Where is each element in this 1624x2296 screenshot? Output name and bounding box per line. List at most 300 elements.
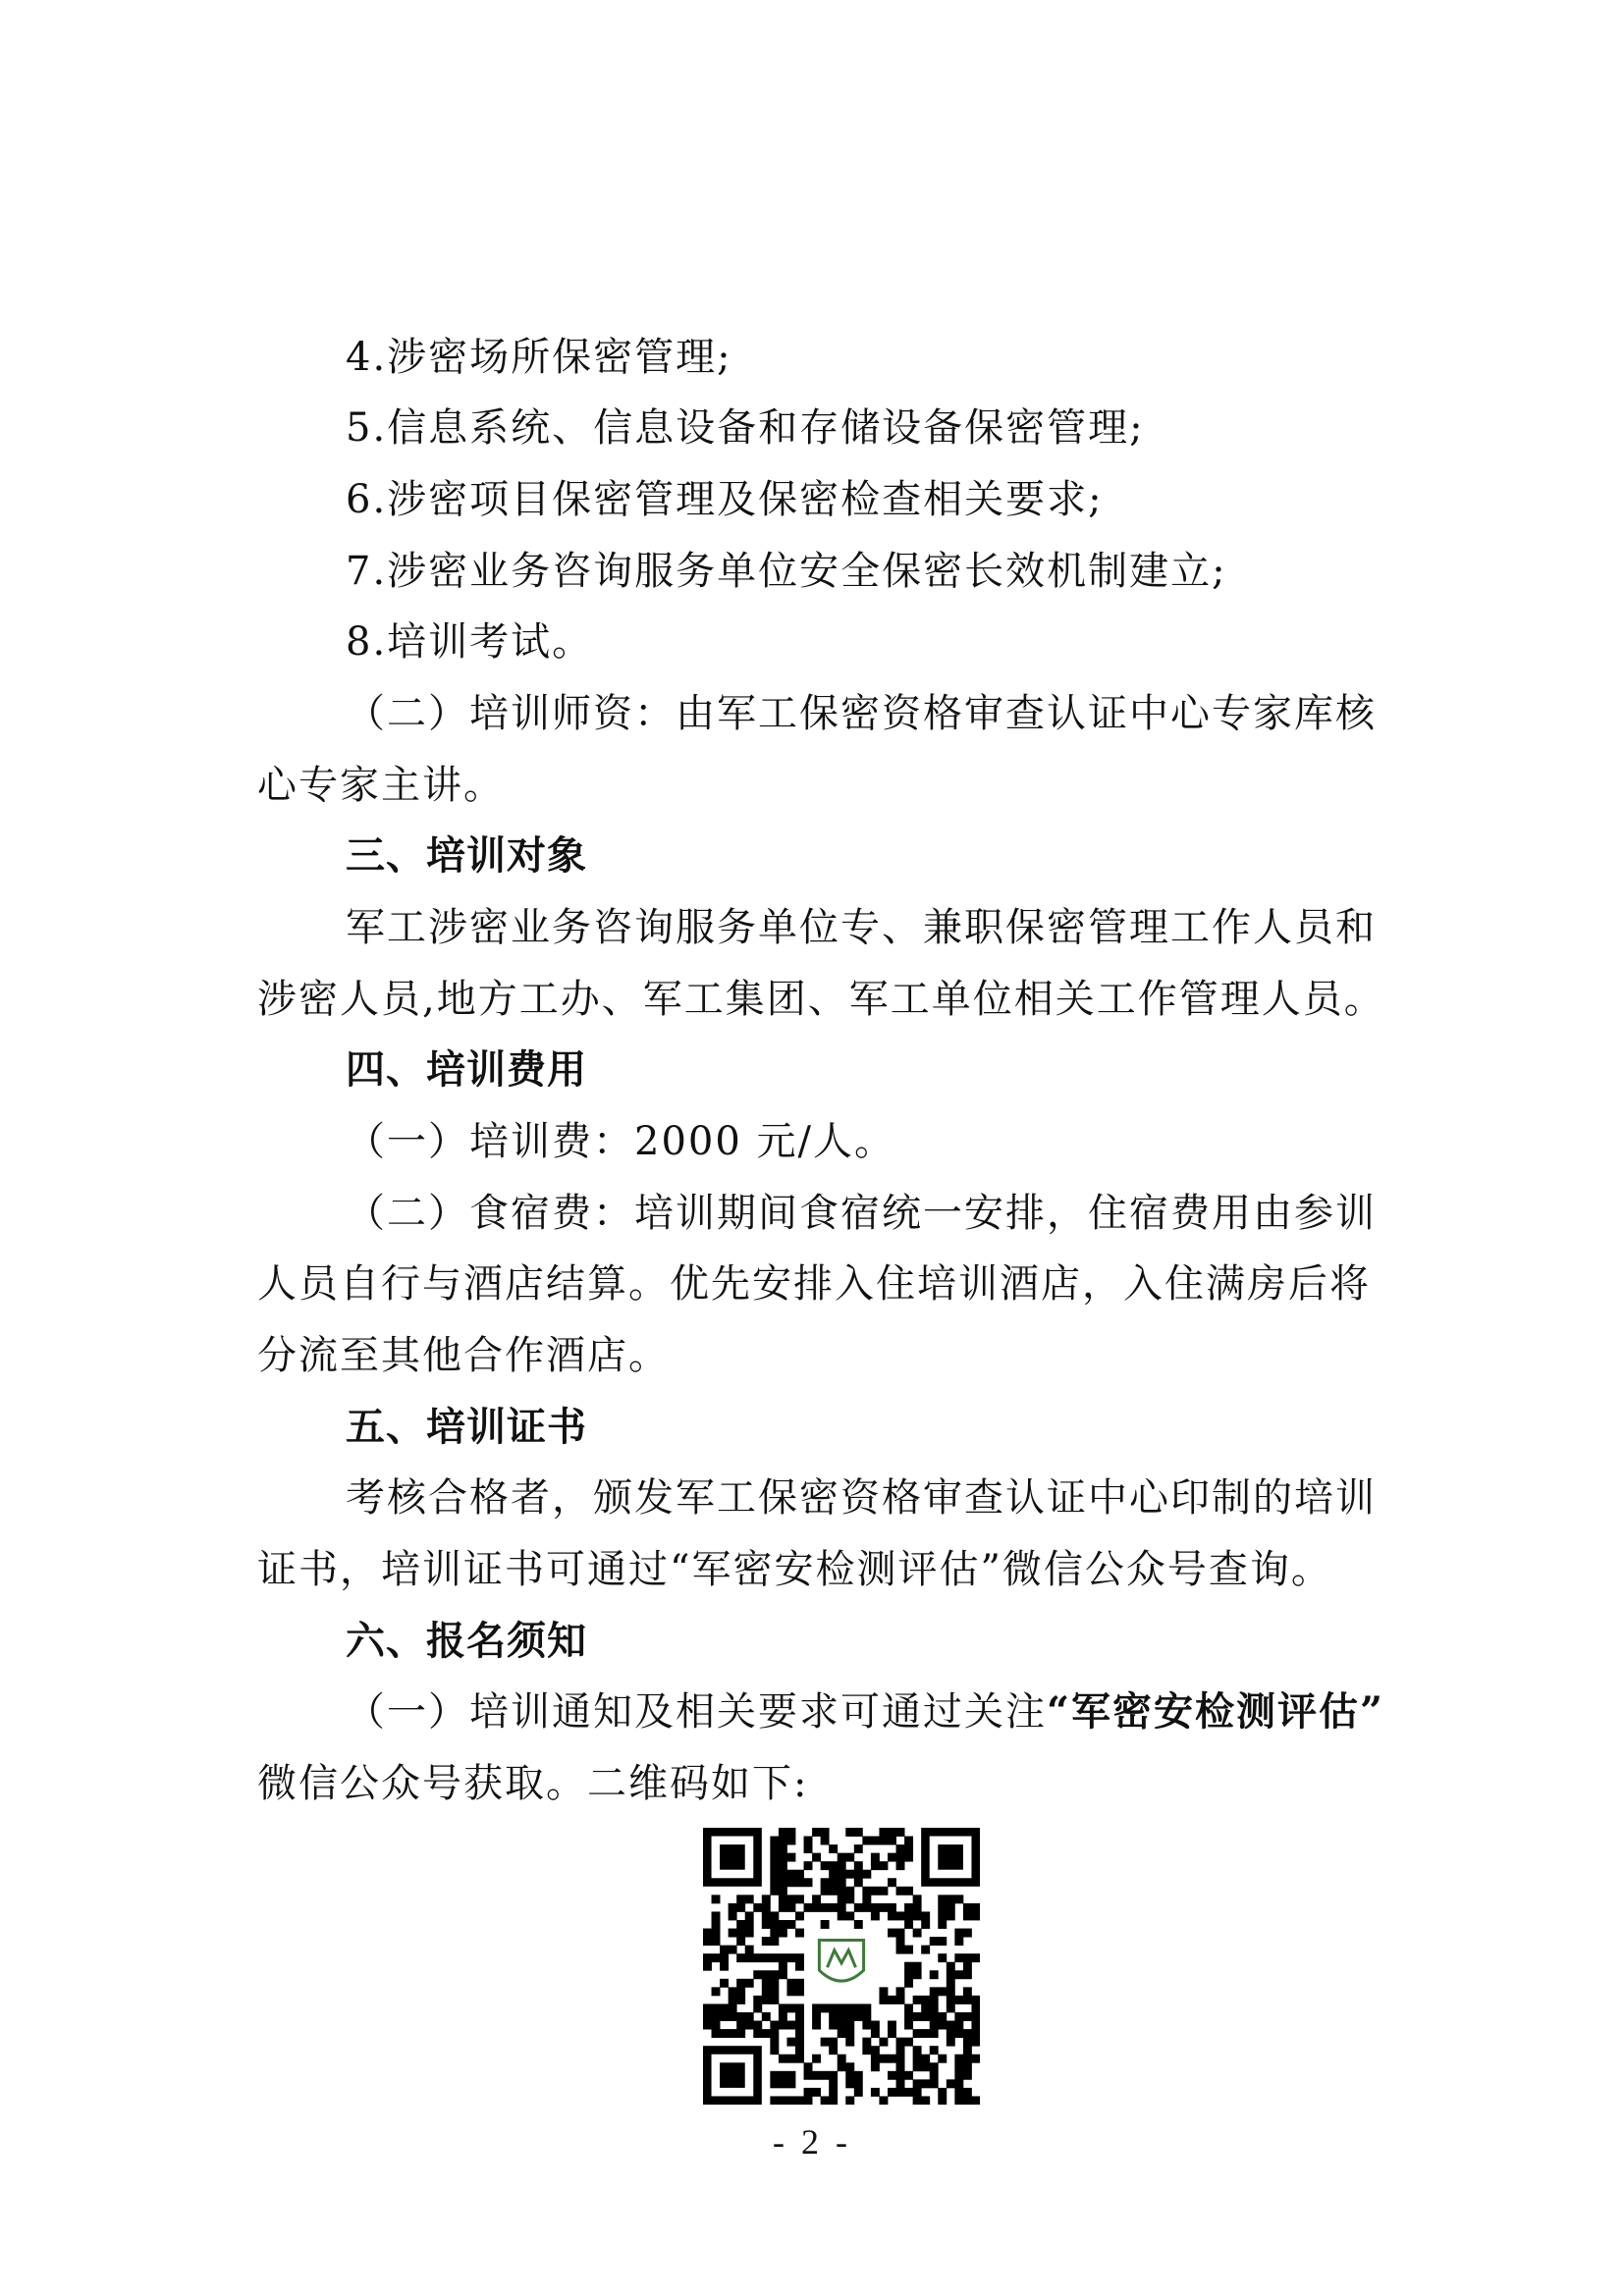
qr-module: [821, 2096, 830, 2105]
qr-module: [762, 1903, 771, 1912]
qr-module: [879, 2055, 888, 2063]
qr-module: [954, 1895, 963, 1903]
qr-module: [838, 1903, 846, 1912]
qr-module: [753, 2021, 762, 2030]
qr-module: [896, 2088, 905, 2097]
lodging-paragraph-line1: （二）食宿费：培训期间食宿统一安排，住宿费用由参训: [346, 1191, 1377, 1236]
qr-module: [838, 1853, 846, 1862]
qr-module: [854, 2003, 863, 2012]
qr-module: [770, 1920, 779, 1929]
qr-module: [770, 1870, 779, 1879]
qr-module: [954, 2088, 963, 2097]
qr-module: [862, 1870, 871, 1879]
qr-module: [779, 1903, 787, 1912]
qr-module: [745, 1920, 754, 1929]
qr-module: [795, 2096, 804, 2105]
qr-module: [879, 1903, 888, 1912]
qr-module: [938, 1987, 947, 1996]
qr-module: [795, 1929, 804, 1938]
qr-module: [804, 2096, 813, 2105]
qr-module: [947, 1979, 955, 1988]
qr-module: [904, 1946, 913, 1954]
qr-module: [845, 1828, 854, 1837]
qr-module: [971, 1953, 980, 1962]
qr-finder-inner: [938, 1844, 963, 1870]
qr-module: [904, 1920, 913, 1929]
qr-module: [786, 1853, 795, 1862]
section-heading-fees: 四、培训费用: [346, 1047, 587, 1093]
list-item-7: 7.涉密业务咨询服务单位安全保密长效机制建立;: [346, 549, 1227, 594]
qr-module: [963, 1953, 972, 1962]
qr-module: [854, 2012, 863, 2021]
qr-module: [762, 1979, 771, 1988]
qr-module: [888, 1903, 896, 1912]
qr-module: [938, 1953, 947, 1962]
qr-module: [712, 2003, 721, 2012]
qr-module: [921, 2062, 930, 2071]
qr-module: [703, 2021, 712, 2030]
qr-finder-inner: [720, 1844, 745, 1870]
qr-module: [770, 2038, 779, 2047]
qr-module: [720, 2012, 729, 2021]
qr-module: [786, 1920, 795, 1929]
qr-module: [896, 2062, 905, 2071]
qr-module: [779, 1962, 787, 1971]
qr-module: [762, 1937, 771, 1946]
qr-module: [930, 1987, 939, 1996]
qr-module: [779, 2096, 787, 2105]
qr-module: [786, 1895, 795, 1903]
qr-module: [804, 2088, 813, 2097]
qr-module: [904, 2012, 913, 2021]
qr-module: [838, 2055, 846, 2063]
qr-module: [930, 2003, 939, 2012]
qr-module: [770, 1929, 779, 1938]
qr-module: [888, 1878, 896, 1887]
qr-module: [879, 1987, 888, 1996]
qr-module: [921, 1996, 930, 2004]
qr-module: [786, 1878, 795, 1887]
list-item-4: 4.涉密场所保密管理;: [346, 335, 732, 380]
qr-module: [779, 1861, 787, 1870]
qr-module: [838, 1911, 846, 1920]
qr-module: [795, 1878, 804, 1887]
qr-module: [963, 2088, 972, 2097]
qr-module: [729, 1946, 737, 1954]
qr-module: [812, 1903, 821, 1912]
qr-module: [795, 1870, 804, 1879]
qr-module: [862, 2038, 871, 2047]
qr-module: [703, 2012, 712, 2021]
qr-module: [913, 1962, 922, 1971]
qr-module: [913, 2046, 922, 2055]
qr-module: [829, 2096, 838, 2105]
qr-module: [896, 2079, 905, 2088]
qr-module: [845, 2038, 854, 2047]
qr-module: [845, 2079, 854, 2088]
qr-module: [921, 2096, 930, 2105]
qr-module: [786, 2071, 795, 2080]
teachers-paragraph-line1: （二）培训师资：由军工保密资格审查认证中心专家库核: [346, 691, 1377, 736]
qr-module: [829, 1861, 838, 1870]
qr-module: [921, 2029, 930, 2038]
qr-module: [838, 2062, 846, 2071]
qr-module: [971, 2003, 980, 2012]
qr-module: [888, 2021, 896, 2030]
section-heading-certificate: 五、培训证书: [346, 1405, 587, 1450]
qr-module: [779, 1887, 787, 1896]
qr-module: [888, 1837, 896, 1845]
qr-module: [829, 2003, 838, 2012]
qr-module: [896, 1937, 905, 1946]
qr-module: [896, 2046, 905, 2055]
qr-code: [703, 1828, 980, 2105]
qr-module: [888, 2088, 896, 2097]
qr-module: [913, 2079, 922, 2088]
qr-module: [729, 2012, 737, 2021]
qr-module: [971, 2096, 980, 2105]
qr-module: [736, 1987, 745, 1996]
qr-module: [947, 2021, 955, 2030]
qr-module: [913, 1929, 922, 1938]
qr-module: [954, 2029, 963, 2038]
qr-module: [896, 1853, 905, 1862]
qr-module: [938, 2096, 947, 2105]
qr-module: [720, 1962, 729, 1971]
qr-module: [829, 1870, 838, 1879]
qr-module: [879, 1996, 888, 2004]
qr-module: [804, 2062, 813, 2071]
qr-module: [854, 1920, 863, 1929]
qr-module: [838, 1887, 846, 1896]
qr-module: [770, 1861, 779, 1870]
qr-module: [938, 2088, 947, 2097]
qr-module: [938, 1937, 947, 1946]
qr-module: [795, 1987, 804, 1996]
qr-module: [845, 1887, 854, 1896]
qr-module: [829, 2079, 838, 2088]
qr-module: [913, 1970, 922, 1979]
qr-module: [729, 1911, 737, 1920]
qr-module: [888, 2055, 896, 2063]
qr-module: [712, 1895, 721, 1903]
qr-module: [963, 2038, 972, 2047]
qr-module: [829, 1844, 838, 1853]
qr-module: [795, 2012, 804, 2021]
qr-module: [770, 1878, 779, 1887]
qr-module: [862, 1837, 871, 1845]
qr-module: [913, 1996, 922, 2004]
qr-module: [871, 1837, 880, 1845]
qr-finder-inner: [720, 2062, 745, 2088]
qr-module: [795, 2046, 804, 2055]
qr-module: [795, 2055, 804, 2063]
qr-module: [770, 1937, 779, 1946]
qr-module: [753, 1953, 762, 1962]
registration-text: （一）培训通知及相关要求可通过关注: [346, 1689, 1047, 1735]
qr-module: [921, 2003, 930, 2012]
qr-module: [871, 1911, 880, 1920]
qr-module: [770, 2021, 779, 2030]
qr-module: [712, 1937, 721, 1946]
qr-module: [854, 1903, 863, 1912]
qr-module: [829, 2088, 838, 2097]
qr-code-image: [703, 1828, 980, 2105]
qr-module: [812, 1828, 821, 1837]
list-item-6: 6.涉密项目保密管理及保密检查相关要求;: [346, 477, 1104, 522]
registration-paragraph-line2: 微信公众号获取。二维码如下:: [257, 1761, 809, 1806]
qr-module: [770, 2096, 779, 2105]
qr-module: [712, 1929, 721, 1938]
qr-module: [770, 1853, 779, 1862]
qr-module: [829, 2046, 838, 2055]
qr-module: [888, 2029, 896, 2038]
qr-module: [770, 2029, 779, 2038]
qr-module: [871, 2062, 880, 2071]
qr-module: [753, 2003, 762, 2012]
qr-module: [954, 1953, 963, 1962]
qr-module: [729, 2029, 737, 2038]
qr-module: [753, 1996, 762, 2004]
qr-module: [947, 2029, 955, 2038]
qr-module: [779, 1878, 787, 1887]
qr-module: [896, 1861, 905, 1870]
qr-module: [854, 2088, 863, 2097]
qr-module: [786, 2021, 795, 2030]
qr-module: [854, 1861, 863, 1870]
qr-module: [786, 1828, 795, 1837]
qr-module: [879, 1887, 888, 1896]
qr-module: [845, 1895, 854, 1903]
section-heading-trainees: 三、培训对象: [346, 833, 587, 879]
lodging-paragraph-line3: 分流至其他合作酒店。: [257, 1333, 670, 1378]
qr-module: [904, 2088, 913, 2097]
qr-module: [963, 2055, 972, 2063]
qr-module: [845, 2003, 854, 2012]
qr-module: [736, 2029, 745, 2038]
qr-module: [745, 1929, 754, 1938]
qr-module: [896, 1887, 905, 1896]
qr-module: [930, 1970, 939, 1979]
section-heading-registration: 六、报名须知: [346, 1619, 587, 1664]
qr-module: [921, 1911, 930, 1920]
qr-module: [930, 2071, 939, 2080]
qr-module: [921, 2012, 930, 2021]
qr-module: [913, 2012, 922, 2021]
qr-module: [888, 2071, 896, 2080]
qr-module: [879, 1828, 888, 1837]
qr-module: [963, 2012, 972, 2021]
qr-module: [954, 2079, 963, 2088]
qr-module: [821, 2003, 830, 2012]
qr-module: [896, 2071, 905, 2080]
qr-module: [963, 2071, 972, 2080]
qr-module: [947, 2079, 955, 2088]
qr-module: [971, 2038, 980, 2047]
qr-module: [947, 2038, 955, 2047]
qr-module: [786, 2096, 795, 2105]
qr-module: [954, 1970, 963, 1979]
qr-module: [829, 2021, 838, 2030]
qr-module: [736, 1895, 745, 1903]
qr-module: [896, 2038, 905, 2047]
qr-module: [786, 1837, 795, 1845]
qr-module: [888, 1929, 896, 1938]
qr-module: [770, 1844, 779, 1853]
qr-module: [888, 1996, 896, 2004]
qr-module: [947, 1895, 955, 1903]
qr-module: [703, 1937, 712, 1946]
qr-module: [712, 1911, 721, 1920]
qr-module: [736, 1937, 745, 1946]
qr-module: [712, 2021, 721, 2030]
list-item-5: 5.信息系统、信息设备和存储设备保密管理;: [346, 405, 1145, 451]
qr-module: [795, 1962, 804, 1971]
qr-module: [762, 1895, 771, 1903]
qr-module: [896, 1929, 905, 1938]
qr-module: [904, 1903, 913, 1912]
qr-module: [779, 1828, 787, 1837]
qr-module: [786, 2079, 795, 2088]
qr-module: [963, 1903, 972, 1912]
qr-module: [812, 2003, 821, 2012]
qr-module: [829, 1887, 838, 1896]
qr-module: [779, 1844, 787, 1853]
qr-module: [762, 1920, 771, 1929]
qr-module: [904, 1979, 913, 1988]
qr-module: [779, 1837, 787, 1845]
qr-module: [753, 2029, 762, 2038]
qr-module: [938, 2021, 947, 2030]
qr-module: [795, 2038, 804, 2047]
qr-module: [762, 1987, 771, 1996]
qr-module: [821, 1903, 830, 1912]
qr-module: [871, 1903, 880, 1912]
qr-module: [729, 1987, 737, 1996]
qr-module: [854, 2079, 863, 2088]
qr-module: [845, 2071, 854, 2080]
qr-module: [762, 1996, 771, 2004]
qr-module: [821, 1878, 830, 1887]
qr-module: [795, 1953, 804, 1962]
qr-module: [838, 1870, 846, 1879]
qr-module: [712, 2012, 721, 2021]
qr-module: [736, 1920, 745, 1929]
qr-module: [871, 1887, 880, 1896]
qr-module: [938, 1911, 947, 1920]
qr-module: [838, 2003, 846, 2012]
qr-module: [921, 2079, 930, 2088]
qr-module: [838, 2021, 846, 2030]
qr-module: [779, 2079, 787, 2088]
qr-module: [720, 1953, 729, 1962]
qr-module: [971, 2021, 980, 2030]
qr-module: [913, 2088, 922, 2097]
qr-module: [812, 1895, 821, 1903]
qr-module: [896, 1911, 905, 1920]
qr-module: [954, 1996, 963, 2004]
qr-module: [954, 2055, 963, 2063]
qr-module: [736, 1996, 745, 2004]
qr-module: [795, 1895, 804, 1903]
qr-module: [821, 1920, 830, 1929]
list-item-8: 8.培训考试。: [346, 619, 594, 665]
qr-module: [871, 2046, 880, 2055]
qr-module: [779, 2055, 787, 2063]
qr-module: [938, 1903, 947, 1912]
qr-module: [779, 1929, 787, 1938]
qr-module: [762, 1970, 771, 1979]
qr-module: [804, 1878, 813, 1887]
page-number: - 2 -: [773, 2122, 851, 2162]
qr-module: [729, 1996, 737, 2004]
qr-module: [947, 1903, 955, 1912]
qr-module: [745, 1953, 754, 1962]
qr-module: [971, 2055, 980, 2063]
qr-module: [954, 2071, 963, 2080]
qr-module: [703, 1929, 712, 1938]
qr-module: [812, 2088, 821, 2097]
qr-module: [786, 1953, 795, 1962]
qr-module: [963, 2029, 972, 2038]
qr-module: [745, 2012, 754, 2021]
qr-module: [845, 2062, 854, 2071]
trainees-paragraph-line1: 军工涉密业务咨询服务单位专、兼职保密管理工作人员和: [346, 905, 1377, 950]
qr-module: [703, 1962, 712, 1971]
qr-module: [871, 2029, 880, 2038]
qr-module: [736, 2021, 745, 2030]
qr-module: [904, 1837, 913, 1845]
qr-module: [779, 2012, 787, 2021]
qr-module: [736, 1979, 745, 1988]
qr-module: [904, 1844, 913, 1853]
qr-module: [821, 2038, 830, 2047]
qr-module: [762, 1911, 771, 1920]
certificate-paragraph-line1: 考核合格者，颁发军工保密资格审查认证中心印制的培训: [346, 1475, 1377, 1521]
qr-module: [720, 1979, 729, 1988]
qr-module: [720, 2003, 729, 2012]
qr-module: [770, 1979, 779, 1988]
qr-module: [762, 2012, 771, 2021]
qr-module: [770, 1911, 779, 1920]
qr-module: [786, 1979, 795, 1988]
qr-module: [770, 2046, 779, 2055]
qr-module: [838, 1878, 846, 1887]
qr-module: [888, 1828, 896, 1837]
qr-module: [862, 1903, 871, 1912]
qr-module: [736, 2012, 745, 2021]
qr-module: [904, 1970, 913, 1979]
qr-module: [795, 2021, 804, 2030]
qr-module: [963, 1929, 972, 1938]
qr-module: [786, 1903, 795, 1912]
qr-module: [770, 1987, 779, 1996]
qr-module: [753, 1970, 762, 1979]
qr-module: [736, 1929, 745, 1938]
qr-module: [770, 2071, 779, 2080]
qr-module: [913, 1895, 922, 1903]
qr-module: [971, 2029, 980, 2038]
qr-module: [779, 2003, 787, 2012]
qr-module: [879, 2038, 888, 2047]
qr-module: [930, 2029, 939, 2038]
qr-module: [703, 1953, 712, 1962]
qr-module: [812, 1853, 821, 1862]
trainees-paragraph-line2: 涉密人员,地方工办、军工集团、军工单位相关工作管理人员。: [257, 977, 1385, 1022]
qr-module: [913, 2062, 922, 2071]
qr-module: [779, 1970, 787, 1979]
qr-module: [971, 1903, 980, 1912]
